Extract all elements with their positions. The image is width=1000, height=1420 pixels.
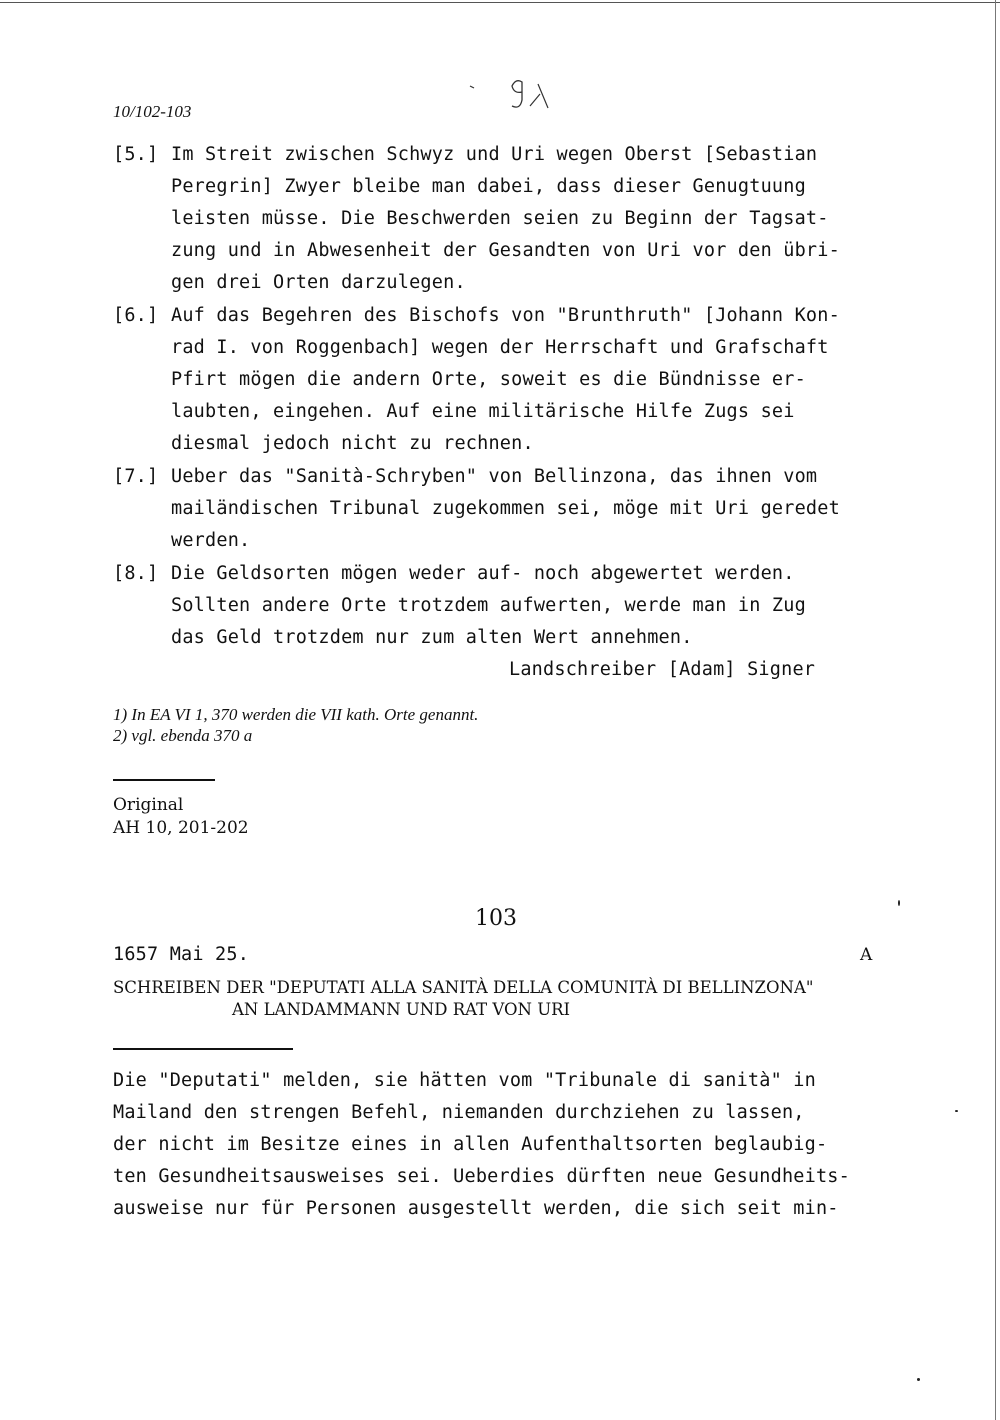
item-line: Sollten andere Orte trotzdem aufwerten, werde man in Zug	[171, 595, 806, 616]
footnote: 2) vgl. ebenda 370 a	[113, 726, 253, 745]
item-line: gen drei Orten darzulegen.	[171, 272, 466, 293]
item-line: Im Streit zwischen Schwyz und Uri wegen Oberst [Sebastian	[171, 144, 818, 165]
item-line: werden.	[171, 530, 251, 551]
item-line: das Geld trotzdem nur zum alten Wert annehmen.	[171, 627, 693, 648]
footnote: 1) In EA VI 1, 370 werden die VII kath. Orte genannt.	[113, 705, 479, 724]
item-line: Auf das Begehren des Bischofs von "Brunthruth" [Johann Kon-	[171, 305, 840, 326]
document-number: 103	[475, 906, 517, 931]
body-line: ten Gesundheitsausweises sei. Ueberdies dürften neue Gesundheits-	[113, 1166, 850, 1187]
item-line: zung und in Abwesenheit der Gesandten von Uri vor den übri-	[171, 240, 840, 261]
item-number: [8.]	[113, 563, 159, 584]
document-title-continued: AN LANDAMMANN UND RAT VON URI	[232, 1000, 571, 1019]
item-line: laubten, eingehen. Auf eine militärische Hilfe Zugs sei	[171, 401, 795, 422]
signature: Landschreiber [Adam] Signer	[509, 659, 816, 680]
item-line: Die Geldsorten mögen weder auf- noch abgewertet werden.	[171, 563, 795, 584]
item-number: [6.]	[113, 305, 159, 326]
item-line: Peregrin] Zwyer bleibe man dabei, dass dieser Genugtuung	[171, 176, 806, 197]
divider-line	[113, 1048, 293, 1050]
document-letter: A	[860, 945, 873, 965]
body-line: ausweise nur für Personen ausgestellt werden, die sich seit min-	[113, 1198, 839, 1219]
item-line: Ueber das "Sanità-Schryben" von Bellinzona, das ihnen vom	[171, 466, 818, 487]
divider-line	[113, 779, 215, 781]
item-line: diesmal jedoch nicht zu rechnen.	[171, 433, 534, 454]
document-date: 1657 Mai 25.	[113, 944, 250, 965]
item-line: rad I. von Roggenbach] wegen der Herrschaft und Grafschaft	[171, 337, 829, 358]
handwritten-page-stamp	[468, 76, 578, 120]
source-type: Original	[113, 795, 184, 815]
body-line: Mailand den strengen Befehl, niemanden durchziehen zu lassen,	[113, 1102, 805, 1123]
scan-speck	[955, 1110, 958, 1112]
item-line: mailändischen Tribunal zugekommen sei, möge mit Uri geredet	[171, 498, 840, 519]
scan-speck	[898, 900, 900, 906]
top-border-line	[0, 2, 1000, 3]
source-reference: AH 10, 201-202	[113, 818, 249, 838]
item-number: [7.]	[113, 466, 159, 487]
page-reference: 10/102-103	[113, 102, 192, 121]
document-title: SCHREIBEN DER "DEPUTATI ALLA SANITÀ DELLA COMUNITÀ DI BELLINZONA"	[113, 978, 814, 997]
item-line: Pfirt mögen die andern Orte, soweit es die Bündnisse er-	[171, 369, 806, 390]
item-line: leisten müsse. Die Beschwerden seien zu Beginn der Tagsat-	[171, 208, 829, 229]
right-border-line	[995, 0, 996, 1420]
item-number: [5.]	[113, 144, 159, 165]
body-line: Die "Deputati" melden, sie hätten vom "Tribunale di sanità" in	[113, 1070, 816, 1091]
scan-speck	[917, 1378, 920, 1381]
body-line: der nicht im Besitze eines in allen Aufenthaltsorten beglaubig-	[113, 1134, 828, 1155]
